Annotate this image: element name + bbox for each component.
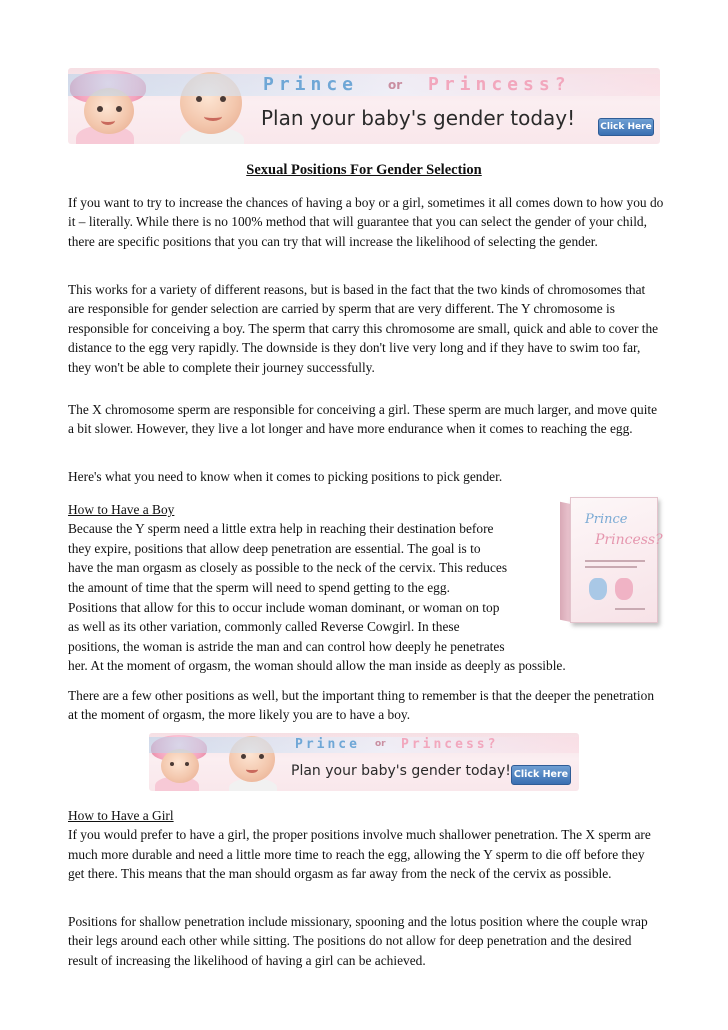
intro-paragraph-2: This works for a variety of different reasons, but is based in the fact that the two kinds of chromosomes that are responsible for gender selection are carried by sperm that are very different. The Y chromosome is responsible for conceiving a boy. The sperm that carry this chromosome are small, quick and able to cover the distance to the egg very rapidly. The downside is they don't live very long and if they have to swim too far, they won't be able to complete their journey successfully.	[68, 282, 659, 375]
banner-or-text: or	[375, 739, 386, 749]
banner-tagline: Plan your baby's gender today!	[291, 763, 511, 779]
girl-paragraph-1: If you would prefer to have a girl, the proper positions involve much shallower penetration. The X sperm are much more durable and need a little more time to reach the egg, allowing the Y sperm to die off before they get there. This means that the man should orgasm as far away from the neck of the cervix as possible.	[68, 827, 651, 882]
intro-paragraph-1: If you want to try to increase the chances of having a boy or a girl, sometimes it all comes down to how you do it – literally. While there is no 100% method that will guarantee that you can select the gender of your child, there are specific positions that you can try that will increase the likelihood of selecting the gender.	[68, 195, 664, 249]
banner-prince-text: Prince	[295, 737, 360, 752]
boy-line: Because the Y sperm need a little extra help in reaching their destination before	[68, 521, 494, 537]
boy-positions-line: as well as its other variation, commonly called Reverse Cowgirl. In these	[68, 619, 460, 635]
girl-paragraph-2: Positions for shallow penetration include missionary, spooning and the lotus position where the couple wrap their legs around each other while sitting. The positions do not allow for deep penetration and the desired result of increasing the likelihood of having a girl can be achieved.	[68, 914, 648, 968]
boy-positions-line: Positions that allow for this to occur include woman dominant, or woman on top	[68, 600, 500, 615]
pink-sock-icon	[615, 578, 633, 600]
intro-paragraph-3: The X chromosome sperm are responsible for conceiving a girl. These sperm are much larger, and move quite a bit slower. However, they live a lot longer and have more endurance when it comes to reaching the egg.	[68, 402, 658, 437]
banner-princess-text: Princess?	[428, 74, 571, 95]
banner-click-here-button[interactable]: Click Here	[598, 118, 654, 136]
boy-conclusion-paragraph: There are a few other positions as well, but the important thing to remember is that the deeper the penetration at the moment of orgasm, the more likely you are to have a boy.	[68, 688, 655, 723]
boy-line: they expire, positions that allow deep penetration are essential. The goal is to	[68, 540, 481, 556]
boy-section-heading: How to Have a Boy	[68, 502, 175, 517]
top-banner-ad[interactable]	[68, 68, 660, 144]
book-title-princess: Princess?	[595, 532, 663, 548]
banner-tagline: Plan your baby's gender today!	[261, 106, 576, 130]
blue-sock-icon	[589, 578, 607, 600]
banner-or-text: or	[388, 78, 403, 92]
girl-section-heading: How to Have a Girl	[68, 808, 174, 823]
boy-positions-line: her. At the moment of orgasm, the woman should allow the man inside as deeply as possible.	[68, 658, 566, 674]
boy-line: the amount of time that the sperm will need to spend getting to the egg.	[68, 579, 450, 595]
intro-paragraph-4: Here's what you need to know when it comes to picking positions to pick gender.	[68, 469, 503, 484]
banner-princess-text: Princess?	[401, 737, 499, 752]
document-title: Sexual Positions For Gender Selection	[246, 162, 482, 178]
book-title-prince: Prince	[585, 512, 628, 527]
middle-banner-ad[interactable]	[149, 733, 579, 791]
banner-prince-text: Prince	[263, 74, 359, 95]
girl-section	[68, 806, 664, 884]
boy-line: have the man orgasm as closely as possible to the neck of the cervix. This reduces	[68, 560, 508, 576]
banner-click-here-button[interactable]: Click Here	[511, 765, 571, 785]
ebook-cover-image[interactable]	[560, 497, 663, 625]
boy-positions-line: positions, the woman is astride the man and can control how deeply he penetrates	[68, 638, 505, 654]
